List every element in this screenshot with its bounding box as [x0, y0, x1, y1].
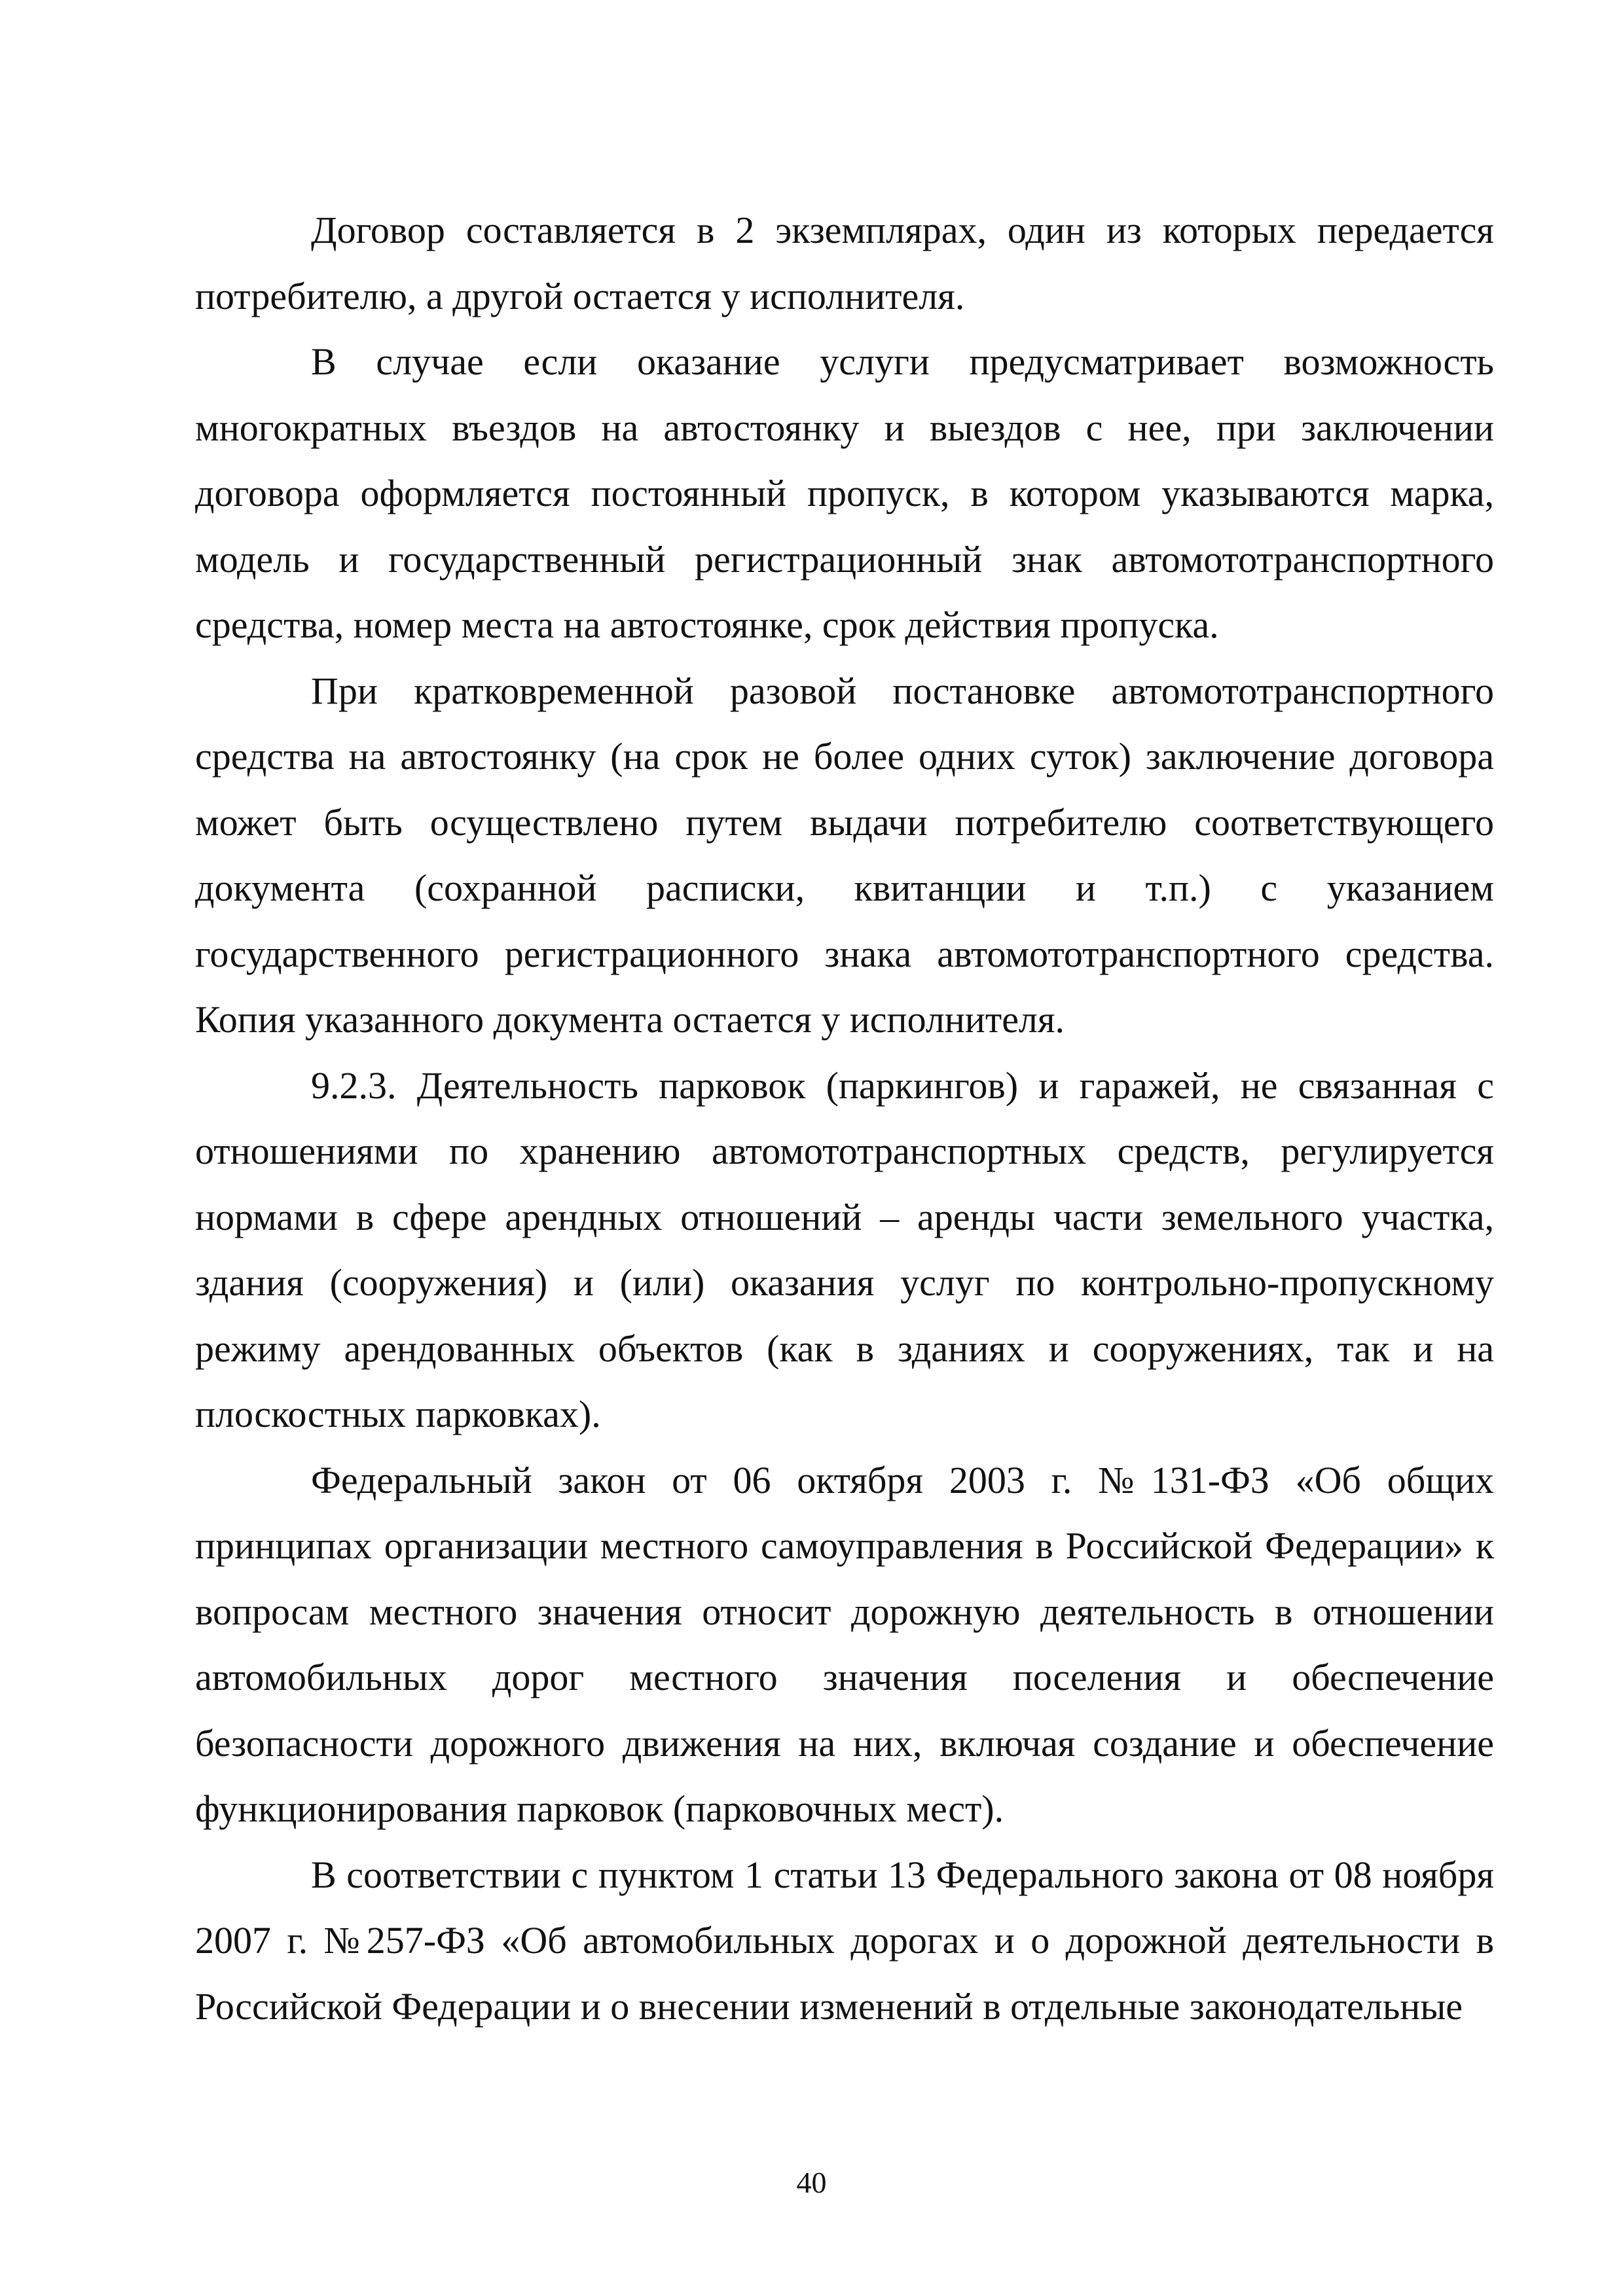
paragraph-contract-copies: Договор составляется в 2 экземплярах, один из которых передается потребителю, а другой остается у исполнителя.: [195, 209, 1494, 317]
paragraph-section-9-2-3: 9.2.3. Деятельность парковок (паркингов) и гаражей, не связанная с отношениями по хранению автомототранспортных средств, регулируется нормами в сфере арендных отношений – аренды части земельного участка, здания (сооружения) и (или) оказания услуг по контрольно-пропускному режиму арендованных объектов (как в зданиях и сооружениях, так и на плоскостных парковках).: [195, 1064, 1494, 1435]
paragraph-permanent-pass: В случае если оказание услуги предусматривает возможность многократных въездов на автостоянку и выездов с нее, при заключении договора оформляется постоянный пропуск, в котором указываются марка, модель и государственный регистрационный знак автомототранспортного средства, номер места на автостоянке, срок действия пропуска.: [195, 340, 1494, 646]
paragraph-federal-law-257: В соответствии с пунктом 1 статьи 13 Федерального закона от 08 ноября 2007 г. №257-ФЗ «Об автомобильных дорогах и о дорожной деятельности в Российской Федерации и о внесении изменений в отдельные законодательные: [195, 1853, 1494, 2028]
paragraph-short-term-parking: При кратковременной разовой постановке автомототранспортного средства на автостоянку (на срок не более одних суток) заключение договора может быть осуществлено путем выдачи потребителю соответствующего документа (сохранной расписки, квитанции и т.п.) с указанием государственного регистрационного знака автомототранспортного средства. Копия указанного документа остается у исполнителя.: [195, 669, 1494, 1041]
paragraph-federal-law-131: Федеральный закон от 06 октября 2003 г. №131-ФЗ «Об общих принципах организации местного самоуправления в Российской Федерации» к вопросам местного значения относит дорожную деятельность в отношении автомобильных дорог местного значения поселения и обеспечение безопасности дорожного движения на них, включая создание и обеспечение функционирования парковок (парковочных мест).: [195, 1458, 1494, 1830]
page-body: [195, 198, 1494, 2039]
page-number: 40: [796, 2166, 827, 2199]
